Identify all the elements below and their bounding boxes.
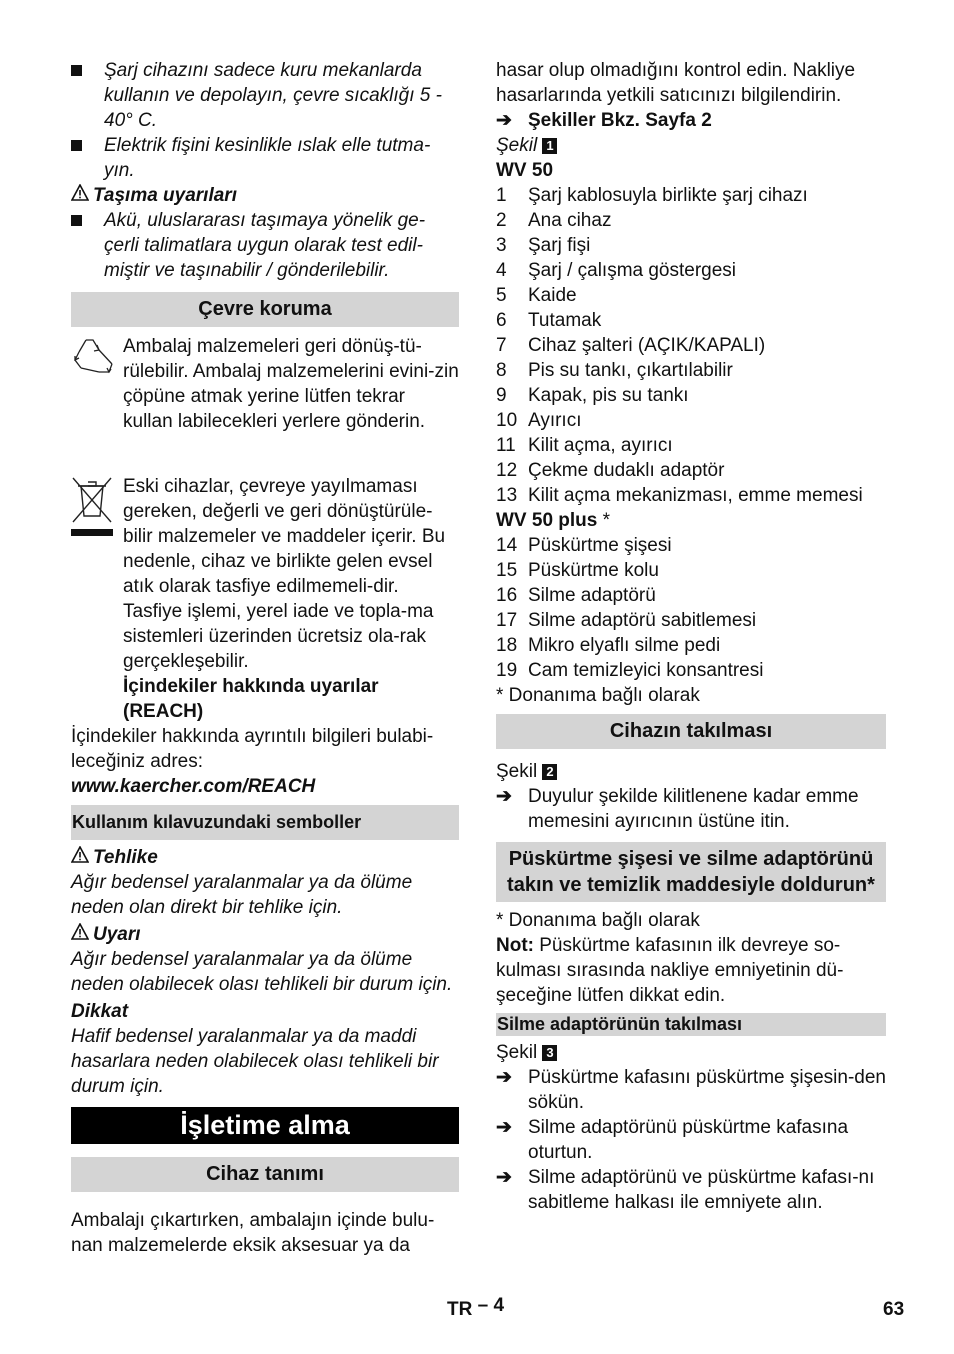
figure-1-ref xyxy=(496,133,886,158)
item-number: 8 xyxy=(496,360,507,381)
item-number: 3 xyxy=(496,235,507,256)
arrow-right-icon: ➔ xyxy=(496,786,512,807)
env-weee xyxy=(71,474,459,724)
env-packaging-text: Ambalaj malzemeleri geri dönüş-tü-rülebilir. Ambalaj malzemelerini evini-zin çöpüne atmak yerine lütfen tekrar kullan labilecekleri yerlere gönderin. xyxy=(123,336,459,432)
symbols-heading: Kullanım kılavuzundaki semboller xyxy=(71,805,459,840)
parts-list-item xyxy=(496,408,886,433)
item-text: Kilit açma, ayırıcı xyxy=(528,435,673,456)
parts-list-item xyxy=(496,358,886,383)
env-packaging xyxy=(71,334,459,434)
figure-number-box: 3 xyxy=(542,1045,557,1061)
parts-list-item xyxy=(496,458,886,483)
parts-list-item xyxy=(496,208,886,233)
bullet-text: Şarj cihazını sadece kuru mekanlarda kullanın ve depolayın, çevre sıcaklığı 5 - 40° C. xyxy=(104,60,442,131)
env-weee-text: Eski cihazlar, çevreye yayılmaması gereken, değerli ve geri dönüştürüle-bilir malzemeler ve maddeler içerir. Bu nedenle, cihaz ve birlikte gelen evsel atık olarak tasfiye edilmemeli-dir. Tasfiye işlemi, yerel iade ve topla-ma sistemleri üzerinden ücretsiz ola-rak gerçekleşebilir. xyxy=(123,476,446,672)
wipe-step xyxy=(496,1115,886,1165)
note-text: Püskürtme kafasının ilk devreye so-kulması sırasında nakliye emniyetinin dü-şeceğine lütfen dikkat edin. xyxy=(496,935,844,1006)
item-number: 1 xyxy=(496,185,507,206)
item-text: Püskürtme şişesi xyxy=(528,535,672,556)
item-number: 10 xyxy=(496,410,518,431)
warning-text: Ağır bedensel yaralanmalar ya da ölüme neden olabilecek olası tehlikeli bir durum için. xyxy=(71,949,453,995)
item-number: 16 xyxy=(496,585,518,606)
item-number: 13 xyxy=(496,485,518,506)
parts-list-item xyxy=(496,608,886,633)
right-column xyxy=(496,58,886,1215)
figure-number-box: 2 xyxy=(542,764,557,780)
arrow-right-icon: ➔ xyxy=(496,1067,512,1088)
item-text: Şarj fişi xyxy=(528,235,591,256)
bullet-square-icon xyxy=(71,215,82,226)
figures-reference-text: Şekiller Bkz. Sayfa 2 xyxy=(528,110,712,131)
parts-list-item xyxy=(496,483,886,508)
caution-title: Dikkat xyxy=(71,1001,129,1022)
parts-list-item xyxy=(496,333,886,358)
warning-triangle-icon xyxy=(71,922,93,947)
step-text: Duyulur şekilde kilitlenene kadar emme memesini ayırıcının üstüne itin. xyxy=(528,786,859,832)
item-text: Kaide xyxy=(528,285,577,306)
item-text: Şarj kablosuyla birlikte şarj cihazı xyxy=(528,185,808,206)
step-text: Silme adaptörünü püskürtme kafasına oturtun. xyxy=(528,1117,849,1163)
parts-list-item xyxy=(496,383,886,408)
mounting-heading: Cihazın takılması xyxy=(496,714,886,749)
footer-language: TR xyxy=(447,1299,473,1320)
figure-label: Şekil xyxy=(496,761,538,782)
item-number: 7 xyxy=(496,335,507,356)
bullet-square-icon xyxy=(71,65,82,76)
model-name: WV 50 plus xyxy=(496,510,598,531)
item-text: Silme adaptörü sabitlemesi xyxy=(528,610,757,631)
parts-list-item xyxy=(496,583,886,608)
reach-url-link[interactable]: www.kaercher.com/REACH xyxy=(71,776,316,797)
bullet-square-icon xyxy=(71,140,82,151)
wipe-adapter-heading: Silme adaptörünün takılması xyxy=(496,1013,886,1036)
item-text: Cihaz şalteri (AÇIK/KAPALI) xyxy=(528,335,766,356)
model-star: * xyxy=(597,510,611,531)
damage-check-text: hasar olup olmadığını kontrol edin. Nakliye hasarlarında yetkili satıcınızı bilgilendirin. xyxy=(496,60,856,106)
equipment-note: * Donanıma bağlı olarak xyxy=(496,910,700,931)
reach-text: İçindekiler hakkında ayrıntılı bilgileri bulabi-leceğiniz adres: xyxy=(71,726,434,772)
item-text: Kilit açma mekanizması, emme memesi xyxy=(528,485,863,506)
figure-label: Şekil xyxy=(496,1042,538,1063)
model-wv50plus-title xyxy=(496,508,886,533)
spray-bottle-heading: Püskürtme şişesi ve silme adaptörünü takın ve temizlik maddesiyle doldurun* xyxy=(496,842,886,902)
reach-title: İçindekiler hakkında uyarılar (REACH) xyxy=(123,676,379,722)
item-number: 18 xyxy=(496,635,518,656)
parts-list-item xyxy=(496,658,886,683)
item-number: 9 xyxy=(496,385,507,406)
item-text: Cam temizleyici konsantresi xyxy=(528,660,764,681)
item-text: Silme adaptörü xyxy=(528,585,656,606)
item-number: 19 xyxy=(496,660,518,681)
env-heading: Çevre koruma xyxy=(71,292,459,327)
item-text: Çekme dudaklı adaptör xyxy=(528,460,725,481)
warning-triangle-icon xyxy=(71,183,93,208)
bullet-text: Elektrik fişini kesinlikle ıslak elle tutma-yın. xyxy=(104,135,431,181)
item-number: 17 xyxy=(496,610,518,631)
note-label: Not: xyxy=(496,935,534,956)
bullet-battery xyxy=(71,208,459,283)
item-text: Şarj / çalışma göstergesi xyxy=(528,260,737,281)
parts-list-item xyxy=(496,533,886,558)
model-wv50-title: WV 50 xyxy=(496,160,554,181)
item-number: 5 xyxy=(496,285,507,306)
bullet-text: Akü, uluslararası taşımaya yönelik ge-çerli talimatlara uygun olarak test edil-miştir ve taşınabilir / gönderilebilir. xyxy=(104,210,426,281)
figure-3-ref xyxy=(496,1040,886,1065)
figure-label: Şekil xyxy=(496,135,538,156)
mount-step xyxy=(496,784,886,834)
wipe-step xyxy=(496,1165,886,1215)
item-text: Pis su tankı, çıkartılabilir xyxy=(528,360,733,381)
danger-title xyxy=(71,845,459,870)
wipe-step xyxy=(496,1065,886,1115)
device-description-heading: Cihaz tanımı xyxy=(71,1157,459,1192)
figure-2-ref xyxy=(496,759,886,784)
parts-list-item xyxy=(496,308,886,333)
page-number: 63 xyxy=(883,1299,905,1320)
warning-title-text: Uyarı xyxy=(93,924,141,945)
bullet-plug xyxy=(71,133,459,183)
parts-list-item xyxy=(496,433,886,458)
item-number: 4 xyxy=(496,260,507,281)
arrow-right-icon: ➔ xyxy=(496,1117,512,1138)
item-text: Kapak, pis su tankı xyxy=(528,385,689,406)
danger-title-text: Tehlike xyxy=(93,847,158,868)
footer-language-page xyxy=(447,1297,504,1322)
transport-safety-note xyxy=(496,933,886,1008)
recycling-icon xyxy=(71,336,115,385)
item-text: Ana cihaz xyxy=(528,210,612,231)
parts-list-item xyxy=(496,283,886,308)
warning-triangle-icon xyxy=(71,845,93,870)
danger-text: Ağır bedensel yaralanmalar ya da ölüme neden olan direkt bir tehlike için. xyxy=(71,872,413,918)
item-text: Püskürtme kolu xyxy=(528,560,659,581)
item-text: Ayırıcı xyxy=(528,410,582,431)
equipment-note: * Donanıma bağlı olarak xyxy=(496,685,700,706)
parts-list-item xyxy=(496,558,886,583)
parts-list-item xyxy=(496,258,886,283)
parts-list-item xyxy=(496,633,886,658)
footer-local-page: – 4 xyxy=(477,1295,505,1316)
arrow-right-icon: ➔ xyxy=(496,1167,512,1188)
figures-reference xyxy=(496,108,886,133)
left-column xyxy=(71,58,459,1258)
item-number: 2 xyxy=(496,210,507,231)
figure-number-box: 1 xyxy=(542,138,557,154)
section-heading-commissioning: İşletime alma xyxy=(71,1107,459,1144)
bullet-charger-storage xyxy=(71,58,459,133)
step-text: Püskürtme kafasını püskürtme şişesin-den sökün. xyxy=(528,1067,886,1113)
item-text: Tutamak xyxy=(528,310,602,331)
warning-title xyxy=(71,922,459,947)
crossed-bin-icon xyxy=(71,476,113,543)
transport-warning-title xyxy=(71,183,459,208)
parts-list-item xyxy=(496,183,886,208)
device-description-text: Ambalajı çıkartırken, ambalajın içinde bulu-nan malzemelerde eksik aksesuar ya da xyxy=(71,1210,435,1256)
item-number: 12 xyxy=(496,460,518,481)
item-number: 6 xyxy=(496,310,507,331)
caution-text: Hafif bedensel yaralanmalar ya da maddi hasarlara neden olabilecek olası tehlikeli bir durum için. xyxy=(71,1026,439,1097)
item-number: 14 xyxy=(496,535,518,556)
item-number: 11 xyxy=(496,435,516,456)
step-text: Silme adaptörünü ve püskürtme kafası-nı sabitleme halkası ile emniyete alın. xyxy=(528,1167,875,1213)
item-text: Mikro elyaflı silme pedi xyxy=(528,635,721,656)
arrow-right-icon: ➔ xyxy=(496,110,512,131)
transport-title-text: Taşıma uyarıları xyxy=(93,185,237,206)
item-number: 15 xyxy=(496,560,518,581)
parts-list-item xyxy=(496,233,886,258)
